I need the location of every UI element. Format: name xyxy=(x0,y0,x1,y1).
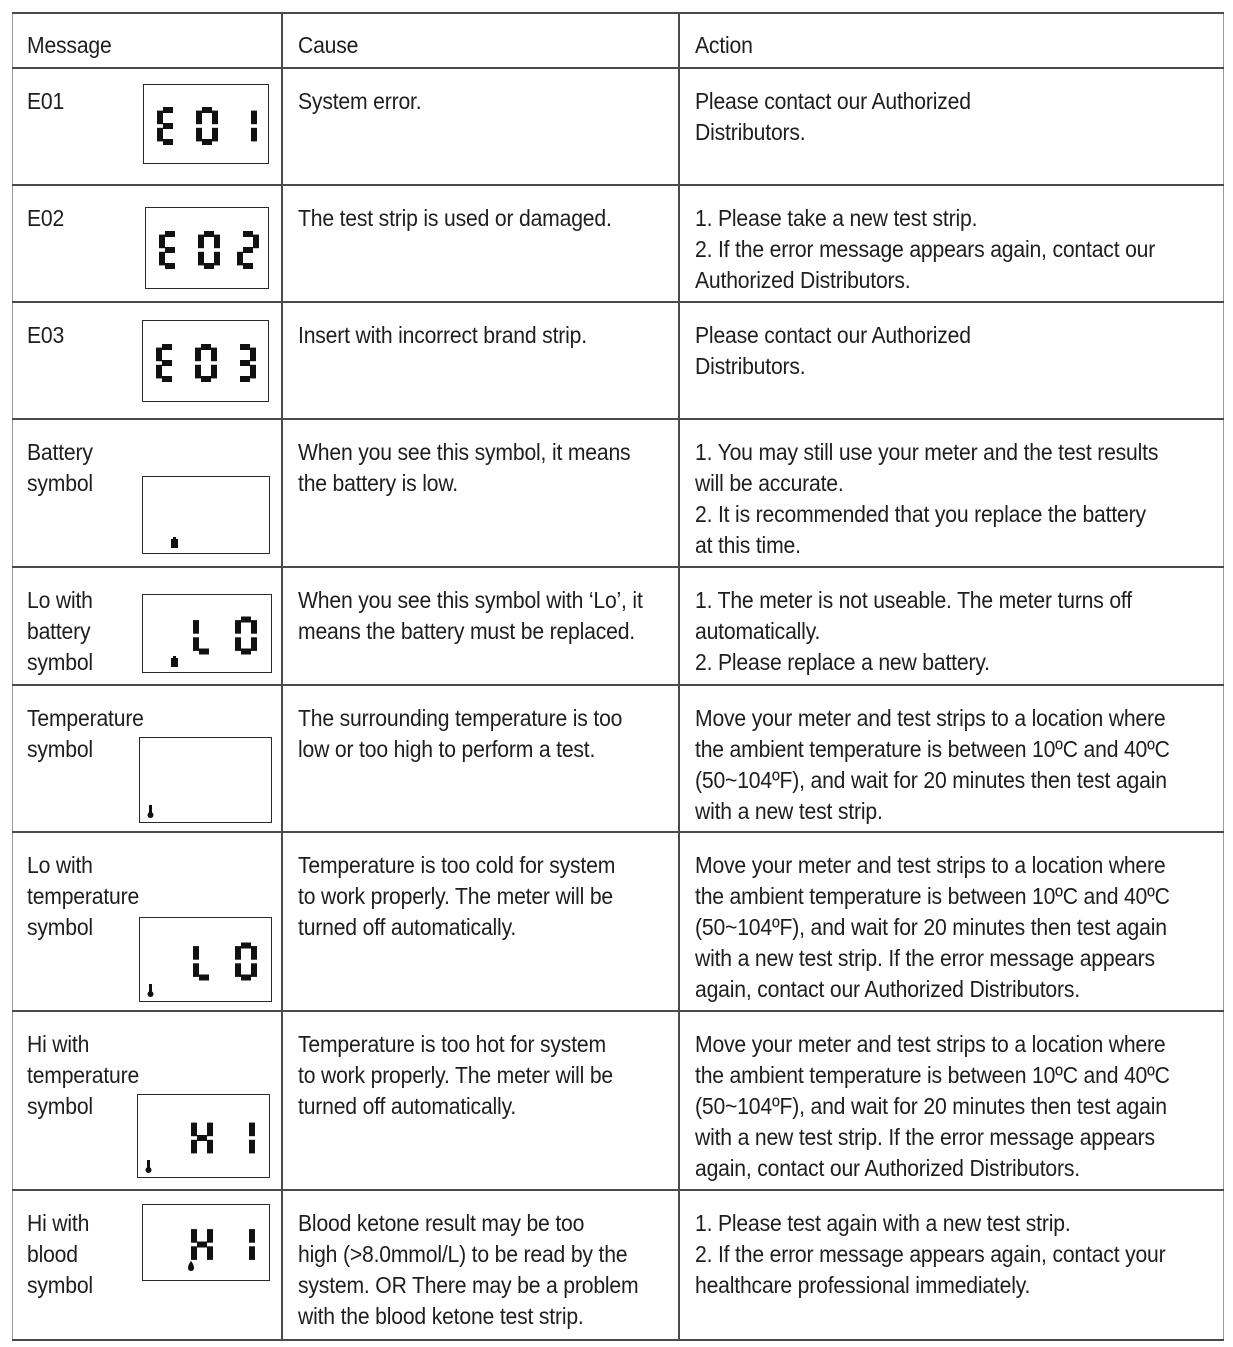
message-label: Temperature symbol xyxy=(27,705,144,762)
message-label: E03 xyxy=(27,322,65,348)
cause-text: Blood ketone result may be too high (>8.0mmol/L) to be read by the system. OR There may be a problem with the blood ketone test strip. xyxy=(298,1210,639,1329)
lcd-display-lo-temperature xyxy=(139,917,272,1002)
lcd-char-e xyxy=(159,231,175,269)
row-divider xyxy=(12,831,1224,833)
lcd-display-e01 xyxy=(143,84,269,164)
message-label: Lo with temperature symbol xyxy=(27,852,140,940)
lcd-char-h xyxy=(191,1123,213,1154)
lcd-char-3 xyxy=(240,344,256,382)
action-text: Please contact our Authorized Distributors. xyxy=(695,322,971,379)
action-text: 1. Please take a new test strip. 2. If the error message appears again, contact our Authorized Distributors. xyxy=(695,205,1156,293)
lcd-char-0 xyxy=(195,344,217,382)
row-divider xyxy=(12,184,1224,186)
action-text: 1. Please test again with a new test strip. 2. If the error message appears again, contact your healthcare professional immediately. xyxy=(695,1210,1166,1298)
cause-text: Temperature is too cold for system to work properly. The meter will be turned off automatically. xyxy=(298,852,616,940)
message-label: E01 xyxy=(27,88,65,114)
lcd-char-l xyxy=(193,620,209,654)
column-header-message: Message xyxy=(27,32,112,58)
action-text: Move your meter and test strips to a location where the ambient temperature is between 10ºC and 40ºC (50~104ºF), and wait for 20 minutes then test again with a new test strip. xyxy=(695,705,1170,824)
error-messages-table xyxy=(12,12,1224,1341)
action-text: 1. You may still use your meter and the test results will be accurate. 2. It is recommended that you replace the battery at this time. xyxy=(695,439,1159,558)
lcd-char-e xyxy=(157,107,173,145)
lcd-display-temperature xyxy=(139,737,272,823)
row-divider xyxy=(12,67,1224,69)
cause-text: Temperature is too hot for system to work properly. The meter will be turned off automatically. xyxy=(298,1031,614,1119)
lcd-char-1 xyxy=(251,111,257,142)
lcd-char-o xyxy=(235,617,257,655)
thermometer-icon xyxy=(148,984,154,997)
thermometer-icon xyxy=(146,1160,152,1173)
thermometer-icon xyxy=(148,805,154,818)
cause-text: System error. xyxy=(298,88,422,114)
lcd-display-lo-battery xyxy=(142,594,272,673)
blood-drop-icon xyxy=(188,1261,194,1271)
row-divider xyxy=(12,1010,1224,1012)
lcd-char-0 xyxy=(196,107,218,145)
lcd-display-e03 xyxy=(142,320,269,402)
battery-icon xyxy=(171,537,178,548)
action-text: Move your meter and test strips to a location where the ambient temperature is between 10ºC and 40ºC (50~104ºF), and wait for 20 minutes then test again with a new test strip. If the error message appears again, contact our Authorized Distributors. xyxy=(695,852,1170,1002)
cause-text: When you see this symbol, it means the battery is low. xyxy=(298,439,631,496)
column-header-cause: Cause xyxy=(298,32,359,58)
lcd-display-hi-blood xyxy=(142,1204,270,1281)
cause-text: Insert with incorrect brand strip. xyxy=(298,322,587,348)
lcd-display-hi-temperature xyxy=(137,1094,270,1178)
action-text: Please contact our Authorized Distributors. xyxy=(695,88,971,145)
row-divider xyxy=(12,418,1224,420)
row-divider xyxy=(12,301,1224,303)
lcd-char-i xyxy=(249,1123,255,1154)
message-label: Hi with blood symbol xyxy=(27,1210,93,1298)
lcd-char-0 xyxy=(198,231,220,269)
message-label: Battery symbol xyxy=(27,439,93,496)
row-divider xyxy=(12,1189,1224,1191)
table-right-border xyxy=(1223,14,1224,1339)
row-divider xyxy=(12,684,1224,686)
lcd-char-i xyxy=(249,1229,255,1260)
lcd-display-e02 xyxy=(145,207,269,289)
column-header-action: Action xyxy=(695,32,753,58)
message-label: Lo with battery symbol xyxy=(27,587,93,675)
action-text: Move your meter and test strips to a location where the ambient temperature is between 10ºC and 40ºC (50~104ºF), and wait for 20 minutes then test again with a new test strip. If the error message appears again, contact our Authorized Distributors. xyxy=(695,1031,1170,1181)
cause-text: When you see this symbol with ‘Lo’, it means the battery must be replaced. xyxy=(298,587,643,644)
table-left-border xyxy=(12,14,13,1339)
lcd-char-h xyxy=(191,1229,213,1260)
lcd-char-2 xyxy=(237,231,259,269)
cause-text: The surrounding temperature is too low or too high to perform a test. xyxy=(298,705,623,762)
lcd-char-o xyxy=(235,943,257,981)
cause-text: The test strip is used or damaged. xyxy=(298,205,612,231)
column-divider-1 xyxy=(281,14,283,1339)
battery-icon xyxy=(171,656,178,667)
row-divider xyxy=(12,566,1224,568)
lcd-char-e xyxy=(156,344,172,382)
action-text: 1. The meter is not useable. The meter turns off automatically. 2. Please replace a new battery. xyxy=(695,587,1132,675)
lcd-display-battery xyxy=(142,476,270,554)
message-label: Hi with temperature symbol xyxy=(27,1031,140,1119)
message-label: E02 xyxy=(27,205,65,231)
lcd-char-l xyxy=(193,946,209,980)
column-divider-2 xyxy=(678,14,680,1339)
